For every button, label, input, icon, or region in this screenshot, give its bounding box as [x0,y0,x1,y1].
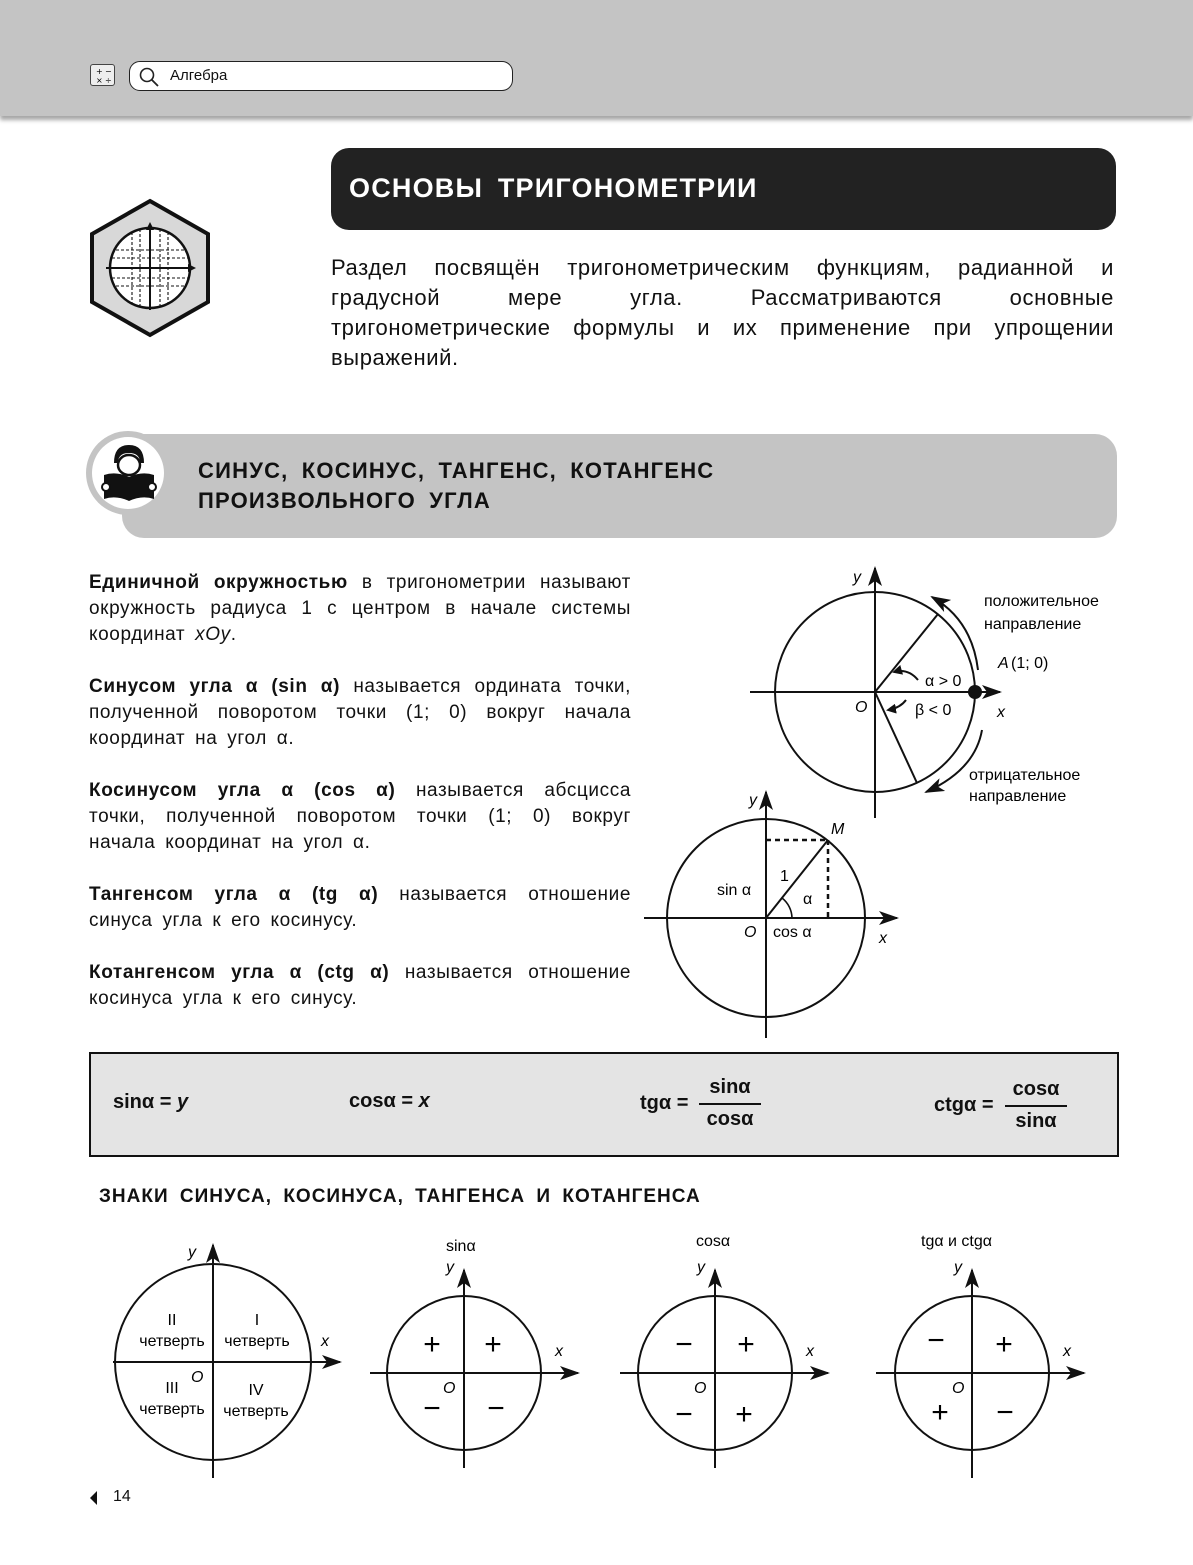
definition-cosine: Косинусом угла α (cos α) называется абсцисса точки, полученной поворотом точки (1; 0) вокруг начала координат на угол α. [89,780,631,853]
quarter-4-word: четверть [223,1403,289,1420]
alpha-positive-label: α > 0 [925,673,962,690]
q3-sign: − [675,1398,693,1431]
prev-page-icon[interactable] [90,1491,97,1505]
x-label: x [1063,1343,1071,1360]
definition-sine: Синусом угла α (sin α) называется ордината точки, полученной поворотом точки (1; 0) вокруг начала координат на угол α. [89,676,632,749]
quarter-3-word: четверть [139,1401,205,1418]
negative-label-2: направление [969,788,1067,805]
section-title-line1: СИНУС, КОСИНУС, ТАНГЕНС, КОТАНГЕНС [198,458,715,483]
q4-sign: − [487,1392,505,1425]
formula-box [89,1052,1119,1157]
signs-title: ЗНАКИ СИНУСА, КОСИНУСА, ТАНГЕНСА И КОТАНГЕНСА [99,1186,701,1207]
page-number: 14 [113,1488,131,1505]
sin-formula: sinα = y [113,1091,189,1113]
q2-sign: + [423,1328,441,1361]
chapter-title: ОСНОВЫ ТРИГОНОМЕТРИИ [349,173,758,203]
point-a-coords: (1; 0) [1011,655,1049,672]
sin-label: sin α [717,882,752,899]
origin-label: O [952,1380,965,1397]
sign-circle-tg-ctg [876,1233,1084,1478]
q3-sign: + [931,1396,949,1429]
origin-label: O [191,1369,204,1386]
definition-tangent: Тангенсом угла α (tg α) называется отношение синуса угла к его косинусу. [89,884,631,931]
definition-unit-circle: Единичной окружностью в тригонометрии называют окружность радиуса 1 с центром в начале системы координат xOy. [89,572,631,645]
point-a [968,685,982,699]
q3-sign: − [423,1392,441,1425]
sign-circle-sin [370,1238,578,1468]
angle-label: α [803,891,813,908]
rotation-diagram [750,568,1099,818]
beta-negative-label: β < 0 [915,702,952,719]
quarter-3-num: III [165,1380,179,1397]
quarter-1-word: четверть [224,1333,290,1350]
svg-text:÷: ÷ [104,76,112,84]
positive-label-2: направление [984,616,1082,633]
quarter-2-word: четверть [139,1333,205,1350]
quarter-2-num: II [167,1312,177,1329]
point-m-label: M [831,821,845,838]
circle-label: sinα [446,1238,476,1255]
x-label: x [997,704,1005,721]
origin-label: O [744,924,757,941]
quarter-4-num: IV [248,1382,264,1399]
q1-sign: + [995,1328,1013,1361]
radius-label: 1 [780,868,789,885]
svg-text:×: × [95,76,103,84]
q4-sign: − [996,1396,1014,1429]
definition-cotangent: Котангенсом угла α (ctg α) называется отношение косинуса угла к его синусу. [89,962,631,1009]
svg-text:+: + [95,67,103,76]
y-label: y [853,569,861,586]
tg-formula-lhs: tgα = [640,1092,689,1114]
q1-sign: + [484,1328,502,1361]
q2-sign: − [927,1324,945,1357]
chapter-intro: Раздел посвящён тригонометрическим функциям, радианной и градусной мере угла. Рассматриваются основные тригонометрические формулы и их применение при упрощении выражений. [331,255,1114,370]
circle-label: tgα и ctgα [921,1233,993,1250]
y-label: y [954,1259,962,1276]
y-label: y [446,1259,454,1276]
tg-fraction [699,1076,761,1131]
ctg-fraction [1005,1078,1067,1133]
section-title-line2: ПРОИЗВОЛЬНОГО УГЛА [198,488,491,513]
origin-label: O [855,699,868,716]
ctg-formula-lhs: ctgα = [934,1094,994,1116]
x-label: x [879,930,887,947]
q4-sign: + [735,1398,753,1431]
x-label: x [321,1333,329,1350]
ctg-denominator: sinα [1015,1110,1057,1132]
search-text: Алгебра [170,67,228,84]
ctg-numerator: cosα [1005,1078,1067,1107]
q1-sign: + [737,1328,755,1361]
origin-label: O [694,1380,707,1397]
circle-label: cosα [696,1233,731,1250]
x-label: x [806,1343,814,1360]
cos-formula: cosα = x [349,1090,430,1112]
point-a-letter: A [998,655,1009,672]
svg-text:−: − [104,67,112,76]
origin-label: O [443,1380,456,1397]
sin-cos-diagram [644,792,897,1038]
cos-label: cos α [773,924,812,941]
y-label: y [749,792,757,809]
tg-denominator: cosα [706,1108,754,1130]
x-label: x [555,1343,563,1360]
sign-circle-cos [620,1233,828,1468]
q2-sign: − [675,1328,693,1361]
y-label: y [697,1259,705,1276]
negative-label-1: отрицательное [969,767,1081,784]
y-label: y [188,1244,196,1261]
quarters-diagram [113,1244,340,1478]
positive-label-1: положительное [984,593,1099,610]
tg-numerator: sinα [699,1076,761,1105]
quarter-1-num: I [254,1312,260,1329]
